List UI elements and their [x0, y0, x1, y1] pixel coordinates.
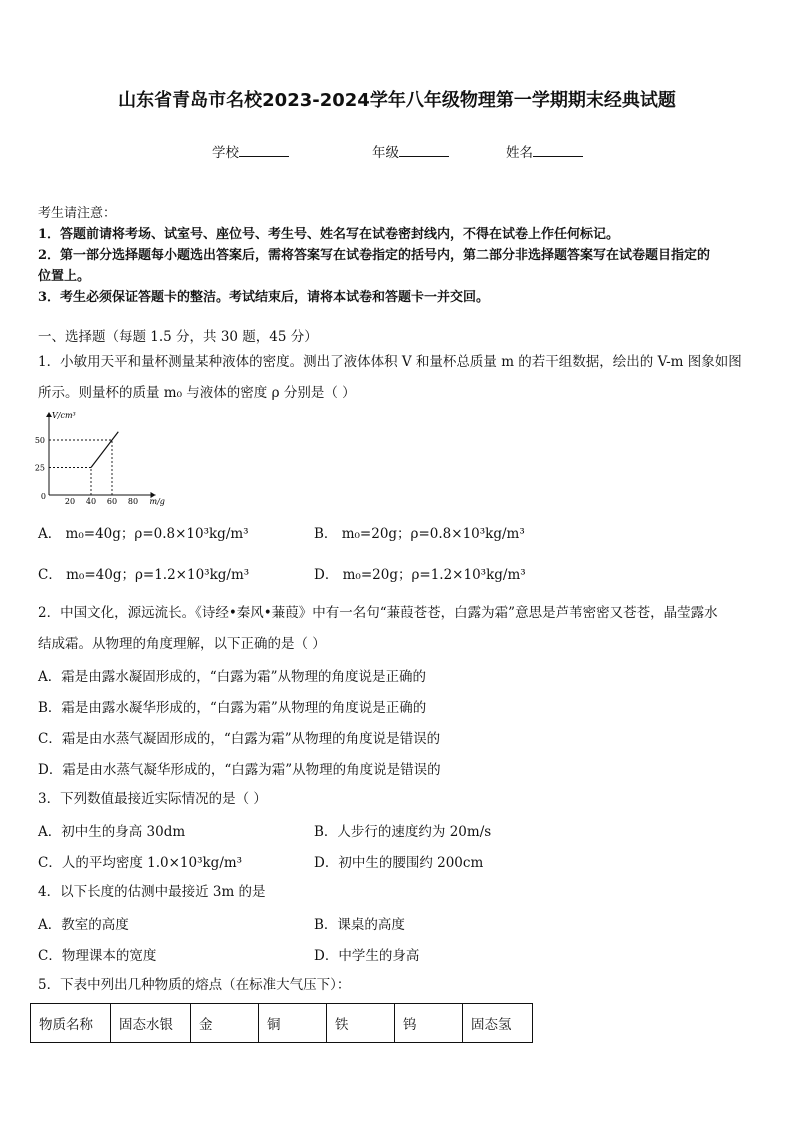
name-blank[interactable] — [533, 144, 583, 157]
q4-stem: 4．以下长度的估测中最接近 3m 的是 — [38, 884, 266, 900]
school-label: 学校 — [212, 145, 239, 161]
table-cell: 固态氢 — [463, 1004, 533, 1043]
name-label: 姓名 — [506, 145, 533, 161]
table-cell: 金 — [191, 1004, 259, 1043]
table-cell: 固态水银 — [111, 1004, 191, 1043]
table-cell: 钨 — [395, 1004, 463, 1043]
table-cell: 物质名称 — [31, 1004, 111, 1043]
x-axis-label: m/g — [149, 497, 165, 506]
y-tick-label: 25 — [34, 463, 45, 473]
school-blank[interactable] — [239, 144, 289, 157]
table-cell: 铜 — [259, 1004, 327, 1043]
q4-option-b[interactable]: B．课桌的高度 — [314, 917, 405, 933]
y-tick-label: 50 — [34, 436, 45, 445]
q1-option-a[interactable]: A． m₀=40g；ρ=0.8×10³kg/m³ — [38, 526, 249, 542]
q3-option-b[interactable]: B．人步行的速度约为 20m/s — [314, 824, 492, 840]
melting-point-table — [30, 1003, 533, 1043]
x-tick-label: 20 — [64, 497, 76, 506]
grade-field[interactable] — [372, 141, 449, 161]
x-tick-label: 40 — [85, 497, 97, 506]
q2-option-c[interactable]: C．霜是由水蒸气凝固形成的，“白露为霜”从物理的角度说是错误的 — [38, 731, 441, 747]
q2-stem-line1: 2．中国文化，源远流长。《诗经•秦风•蒹葭》中有一名句“蒹葭苍苍，白露为霜”意思是芦苇密密又苍苍，晶莹露水 — [38, 605, 718, 621]
grade-label: 年级 — [372, 145, 399, 161]
q3-option-c[interactable]: C．人的平均密度 1.0×10³kg/m³ — [38, 855, 243, 871]
page-title: 山东省青岛市名校2023-2024学年八年级物理第一学期期末经典试题 — [118, 90, 676, 111]
q2-option-a[interactable]: A．霜是由露水凝固形成的，“白露为霜”从物理的角度说是正确的 — [38, 669, 427, 685]
y-axis-label: V/cm³ — [52, 411, 76, 420]
table-row — [31, 1004, 533, 1043]
notice-item-2: 2．第一部分选择题每小题选出答案后，需将答案写在试卷指定的括号内，第二部分非选择题答案写在试卷题目指定的 — [38, 248, 711, 263]
notice-item-3: 3．考生必须保证答题卡的整洁。考试结束后，请将本试卷和答题卡一并交回。 — [38, 290, 490, 305]
q1-option-d[interactable]: D． m₀=20g；ρ=1.2×10³kg/m³ — [314, 567, 526, 583]
q1-option-b[interactable]: B． m₀=20g；ρ=0.8×10³kg/m³ — [314, 526, 525, 542]
notice-item-1: 1．答题前请将考场、试室号、座位号、考生号、姓名写在试卷密封线内，不得在试卷上作任何标记。 — [38, 227, 620, 242]
q3-option-a[interactable]: A．初中生的身高 30dm — [38, 824, 186, 840]
q4-option-a[interactable]: A．教室的高度 — [38, 917, 129, 933]
x-tick-label: 60 — [106, 497, 118, 506]
q1-stem-line2: 所示。则量杯的质量 m₀ 与液体的密度 ρ 分别是（ ） — [38, 385, 356, 401]
section-heading: 一、选择题（每题 1.5 分，共 30 题，45 分） — [38, 329, 318, 345]
q1-stem-line1: 1．小敏用天平和量杯测量某种液体的密度。测出了液体体积 V 和量杯总质量 m 的若干组数据，绘出的 V-m 图象如图 — [38, 354, 742, 370]
name-field[interactable] — [506, 141, 583, 161]
q3-option-d[interactable]: D．初中生的腰围约 200cm — [314, 855, 484, 871]
grade-blank[interactable] — [399, 144, 449, 157]
school-field[interactable] — [212, 141, 289, 161]
q2-option-d[interactable]: D．霜是由水蒸气凝华形成的，“白露为霜”从物理的角度说是错误的 — [38, 762, 441, 778]
q4-option-d[interactable]: D．中学生的身高 — [314, 948, 420, 964]
q2-option-b[interactable]: B．霜是由露水凝华形成的，“白露为霜”从物理的角度说是正确的 — [38, 700, 427, 716]
q5-stem: 5．下表中列出几种物质的熔点（在标准大气压下）： — [38, 977, 351, 993]
notice-item-2-cont: 位置上。 — [38, 269, 91, 284]
table-cell: 铁 — [327, 1004, 395, 1043]
series-line — [91, 432, 118, 468]
q2-stem-line2: 结成霜。从物理的角度理解，以下正确的是（ ） — [38, 636, 326, 652]
notice-heading: 考生请注意： — [38, 206, 117, 221]
q1-option-c[interactable]: C． m₀=40g；ρ=1.2×10³kg/m³ — [38, 567, 250, 583]
x-tick-label: 80 — [127, 497, 139, 506]
q4-option-c[interactable]: C．物理课本的宽度 — [38, 948, 157, 964]
origin-label: 0 — [40, 492, 46, 501]
vm-graph — [28, 408, 178, 508]
q3-stem: 3．下列数值最接近实际情况的是（ ） — [38, 791, 267, 807]
